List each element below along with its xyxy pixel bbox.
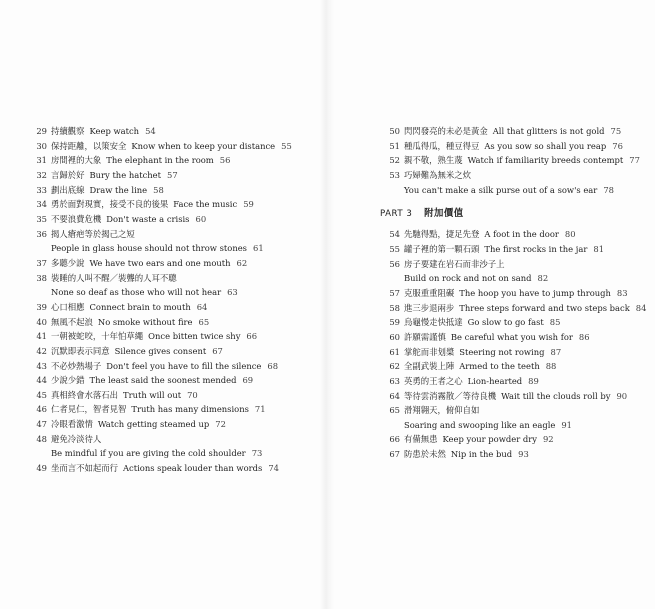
entry-page-number: 54 (145, 126, 156, 136)
entry-chinese-title: 等待雲消霧散／等待良機 (404, 390, 497, 401)
entry-chinese-title: 許願需謹慎 (404, 331, 446, 342)
entry-chinese-title: 揭人瘡疤等於揭己之短 (51, 228, 135, 239)
entry-chinese-title: 持續觀察 (51, 126, 85, 136)
entry-page-number: 76 (612, 140, 623, 151)
entry-page-number: 89 (528, 375, 539, 386)
entry-chinese-title: 言歸於好 (51, 169, 85, 180)
entry-page-number: 66 (246, 331, 258, 342)
entry-chinese-title: 多聽少說 (51, 257, 85, 268)
entry-chinese-title: 巧婦難為無米之炊 (404, 169, 471, 180)
entry-english-title: Be careful what you wish for (450, 331, 573, 342)
entry-number: 51 (389, 140, 400, 151)
entry-english-title: Truth will out (123, 389, 182, 400)
entry-english-title: The hoop you have to jump through (459, 287, 611, 298)
toc-entry (380, 124, 655, 139)
entry-english-title: Nip in the bud (450, 449, 513, 460)
toc-entry (380, 286, 655, 301)
entry-english-title: Truth has many dimensions (131, 404, 249, 415)
entry-page-number: 60 (195, 213, 207, 224)
entry-english-title: People in glass house should not throw stones (51, 243, 247, 254)
toc-entry-continuation (380, 418, 655, 433)
entry-chinese-title: 有備無患 (404, 434, 438, 445)
entry-page-number: 68 (267, 360, 279, 371)
toc-entry-continuation (27, 241, 327, 256)
entry-english-title: Build on rock and not on sand (404, 273, 532, 284)
toc-entry (380, 403, 655, 418)
entry-english-title: None so deaf as those who will not hear (51, 287, 222, 298)
entry-page-number: 92 (542, 434, 554, 445)
part-heading (380, 205, 655, 223)
entry-page-number: 75 (610, 126, 622, 136)
entry-chinese-title: 房間裡的大象 (51, 155, 102, 166)
entry-number: 46 (36, 404, 47, 415)
toc-entry (27, 271, 327, 286)
entry-number: 57 (389, 287, 400, 298)
entry-page-number: 67 (212, 345, 223, 356)
toc-entry (27, 300, 327, 315)
entry-page-number: 69 (242, 375, 254, 386)
entry-number: 45 (36, 389, 47, 400)
entry-number: 63 (389, 375, 400, 386)
entry-page-number: 93 (518, 449, 529, 460)
toc-entry (27, 315, 327, 330)
entry-english-title: The first rocks in the jar (484, 243, 588, 254)
entry-english-title: We have two ears and one mouth (89, 257, 231, 268)
toc-list-part3 (380, 227, 655, 462)
entry-page-number: 61 (252, 243, 264, 254)
toc-entry (380, 315, 655, 330)
entry-chinese-title: 冷眼看激情 (51, 419, 93, 430)
entry-english-title: Silence gives consent (114, 345, 207, 356)
entry-number: 37 (36, 257, 47, 268)
entry-number: 52 (389, 155, 400, 166)
entry-number: 40 (36, 316, 47, 327)
entry-page-number: 55 (281, 140, 292, 151)
entry-number: 34 (36, 199, 47, 210)
entry-number: 54 (389, 229, 400, 240)
toc-entry-continuation (27, 285, 327, 300)
entry-chinese-title: 掌舵而非划槳 (404, 346, 455, 357)
entry-page-number: 77 (629, 155, 640, 166)
entry-chinese-title: 劃出底線 (51, 184, 85, 195)
entry-page-number: 57 (166, 169, 178, 180)
entry-page-number: 84 (635, 302, 647, 313)
entry-number: 39 (36, 301, 47, 312)
toc-entry-continuation (27, 446, 327, 461)
entry-chinese-title: 勇於面對現實，接受不良的後果 (51, 199, 169, 210)
entry-chinese-title: 進三步退兩步 (404, 302, 455, 313)
toc-entry (380, 345, 655, 360)
entry-number: 36 (36, 228, 47, 239)
entry-page-number: 72 (215, 419, 226, 430)
entry-chinese-title: 親不敬，熟生蔑 (404, 155, 463, 166)
entry-number: 33 (36, 184, 47, 195)
entry-english-title: Face the music (173, 199, 238, 210)
entry-page-number: 91 (561, 419, 573, 430)
entry-english-title: Keep your powder dry (442, 434, 537, 445)
entry-page-number: 71 (254, 404, 266, 415)
entry-number: 62 (389, 361, 400, 372)
entry-english-title: Wait till the clouds roll by (501, 390, 611, 401)
entry-english-title: Know when to keep your distance (131, 140, 276, 151)
entry-number: 32 (36, 169, 47, 180)
entry-number: 53 (389, 169, 400, 180)
entry-chinese-title: 先馳得點，捷足先登 (404, 229, 480, 240)
entry-number: 30 (36, 140, 47, 151)
toc-entry (27, 227, 327, 242)
entry-english-title: The least said the soonest mended (89, 375, 237, 386)
entry-chinese-title: 防患於未然 (404, 449, 446, 460)
entry-number: 67 (389, 449, 400, 460)
entry-number: 41 (36, 331, 47, 342)
entry-chinese-title: 保持距離，以策安全 (51, 140, 127, 151)
toc-entry (27, 388, 327, 403)
entry-number: 50 (389, 126, 400, 136)
toc-entry (380, 139, 655, 154)
entry-page-number: 82 (537, 273, 549, 284)
entry-page-number: 80 (564, 229, 576, 240)
entry-english-title: Lion-hearted (467, 375, 523, 386)
toc-entry (27, 344, 327, 359)
entry-english-title: Connect brain to mouth (89, 301, 191, 312)
entry-number: 35 (36, 213, 47, 224)
entry-chinese-title: 不必炒熱場子 (51, 360, 102, 371)
entry-english-title: The elephant in the room (106, 155, 214, 166)
entry-page-number: 64 (196, 301, 208, 312)
entry-chinese-title: 裝睡的人叫不醒／裝聾的人耳不聰 (51, 272, 177, 283)
toc-entry (380, 330, 655, 345)
entry-chinese-title: 沉默即表示同意 (51, 345, 110, 356)
entry-chinese-title: 滑翔翱天，俯仰自如 (404, 405, 480, 416)
toc-list-part2 (380, 124, 655, 197)
toc-entry (27, 329, 327, 344)
toc-entry-continuation (380, 183, 655, 198)
toc-entry (380, 374, 655, 389)
entry-english-title: Three steps forward and two steps back (459, 302, 630, 313)
entry-number: 61 (389, 346, 400, 357)
toc-entry (27, 461, 327, 476)
entry-page-number: 85 (549, 317, 561, 328)
entry-page-number: 70 (187, 389, 198, 400)
toc-entry (27, 359, 327, 374)
toc-entry (27, 197, 327, 212)
entry-chinese-title: 英勇的王者之心 (404, 375, 463, 386)
entry-english-title: Keep watch (89, 126, 140, 136)
entry-chinese-title: 坐而言不如起而行 (51, 463, 118, 474)
entry-number: 47 (36, 419, 47, 430)
entry-chinese-title: 真相終會水落石出 (51, 389, 118, 400)
toc-entry (380, 168, 655, 183)
entry-number: 60 (389, 331, 400, 342)
entry-chinese-title: 全副武裝上陣 (404, 361, 455, 372)
entry-english-title: Bury the hatchet (89, 169, 161, 180)
part-title: 附加價值 (424, 208, 464, 220)
entry-number: 55 (389, 243, 400, 254)
entry-number: 64 (389, 390, 400, 401)
entry-number: 42 (36, 345, 47, 356)
entry-page-number: 78 (603, 184, 614, 195)
entry-english-title: All that glitters is not gold (492, 126, 605, 136)
toc-entry (380, 359, 655, 374)
entry-chinese-title: 避免冷淡待人 (51, 433, 102, 444)
entry-page-number: 86 (578, 331, 590, 342)
toc-entry (27, 417, 327, 432)
toc-entry (380, 301, 655, 316)
entry-chinese-title: 仁者見仁，智者見智 (51, 404, 127, 415)
entry-english-title: You can't make a silk purse out of a sow's ear (404, 184, 598, 195)
entry-page-number: 74 (268, 463, 279, 474)
toc-entry (380, 257, 655, 272)
entry-page-number: 56 (219, 155, 231, 166)
entry-chinese-title: 克服重重阻礙 (404, 287, 455, 298)
entry-english-title: Armed to the teeth (459, 361, 540, 372)
part-label: PART 3 (380, 209, 413, 220)
entry-number: 43 (36, 360, 47, 371)
toc-entry (27, 153, 327, 168)
entry-number: 31 (36, 155, 47, 166)
entry-page-number: 90 (616, 390, 628, 401)
entry-chinese-title: 罐子裡的第一顆石頭 (404, 243, 480, 254)
entry-page-number: 87 (550, 346, 562, 357)
toc-entry (380, 432, 655, 447)
entry-number: 38 (36, 272, 47, 283)
entry-chinese-title: 心口相應 (51, 301, 85, 312)
entry-english-title: Steering not rowing (459, 346, 545, 357)
entry-english-title: As you sow so shall you reap (484, 140, 607, 151)
entry-english-title: Draw the line (89, 184, 148, 195)
entry-english-title: No smoke without fire (97, 316, 193, 327)
entry-number: 66 (389, 434, 400, 445)
entry-page-number: 59 (243, 199, 254, 210)
entry-page-number: 88 (545, 361, 557, 372)
entry-number: 49 (36, 463, 47, 474)
entry-english-title: Actions speak louder than words (123, 463, 263, 474)
toc-entry (380, 447, 655, 462)
entry-number: 58 (389, 302, 400, 313)
entry-english-title: Don't feel you have to fill the silence (106, 360, 262, 371)
entry-chinese-title: 烏龜慢走快抵達 (404, 317, 463, 328)
entry-number: 56 (389, 258, 400, 269)
entry-chinese-title: 不要浪費危機 (51, 213, 102, 224)
entry-english-title: Be mindful if you are giving the cold shoulder (51, 448, 246, 459)
entry-number: 59 (389, 317, 400, 328)
toc-entry (27, 139, 327, 154)
entry-page-number: 73 (251, 448, 263, 459)
toc-entry (27, 256, 327, 271)
toc-entry (27, 212, 327, 227)
entry-english-title: Go slow to go fast (467, 317, 544, 328)
entry-page-number: 81 (593, 243, 605, 254)
entry-chinese-title: 房子要建在岩石而非沙子上 (404, 258, 505, 269)
entry-english-title: Soaring and swooping like an eagle (404, 419, 556, 430)
entry-chinese-title: 種瓜得瓜，種豆得豆 (404, 140, 480, 151)
entry-chinese-title: 閃閃發亮的未必是黃金 (404, 126, 488, 136)
entry-english-title: Watch if familiarity breeds contempt (467, 155, 624, 166)
toc-entry (27, 402, 327, 417)
entry-page-number: 62 (236, 257, 248, 268)
toc-entry-continuation (380, 271, 655, 286)
toc-entry (27, 183, 327, 198)
entry-english-title: A foot in the door (484, 229, 559, 240)
toc-entry (27, 168, 327, 183)
right-page-toc (380, 124, 655, 462)
entry-english-title: Don't waste a crisis (106, 213, 190, 224)
toc-entry (27, 124, 327, 139)
entry-page-number: 63 (227, 287, 238, 298)
entry-page-number: 83 (616, 287, 628, 298)
entry-english-title: Watch getting steamed up (97, 419, 210, 430)
entry-number: 29 (36, 126, 47, 136)
toc-entry (380, 227, 655, 242)
entry-number: 48 (36, 433, 47, 444)
left-page-toc (27, 124, 327, 476)
entry-number: 65 (389, 405, 400, 416)
entry-page-number: 58 (153, 184, 164, 195)
entry-english-title: Once bitten twice shy (148, 331, 241, 342)
toc-entry (380, 389, 655, 404)
toc-entry (380, 153, 655, 168)
toc-entry (380, 242, 655, 257)
entry-number: 44 (36, 375, 47, 386)
entry-chinese-title: 少說少錯 (51, 375, 85, 386)
toc-entry (27, 432, 327, 447)
entry-chinese-title: 無風不起浪 (51, 316, 93, 327)
toc-entry (27, 373, 327, 388)
entry-page-number: 65 (198, 316, 210, 327)
entry-chinese-title: 一朝被蛇咬，十年怕草繩 (51, 331, 144, 342)
